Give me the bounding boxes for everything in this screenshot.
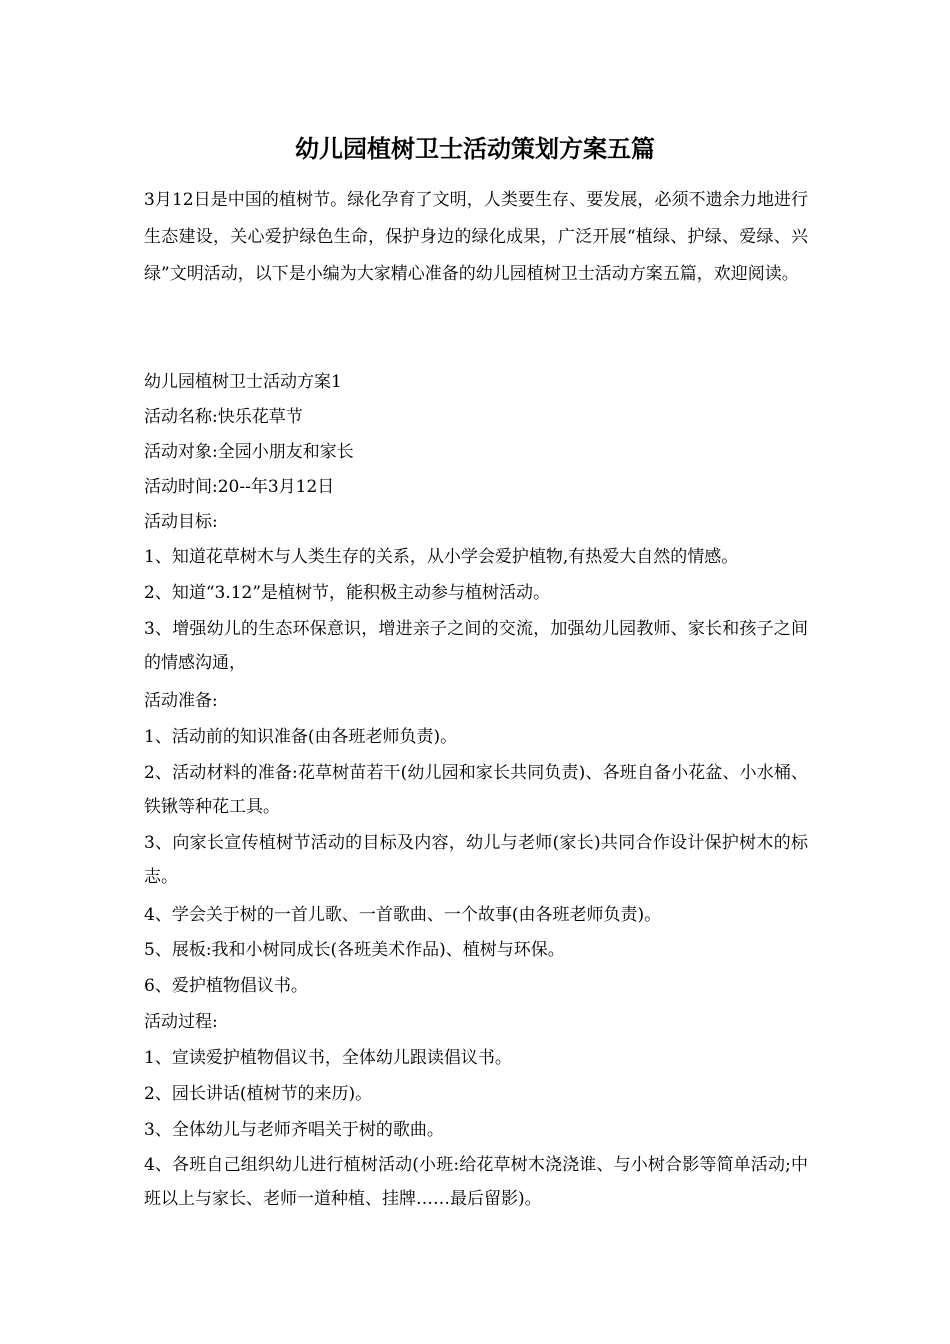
process-item: 2、园长讲话(植树节的来历)。 xyxy=(144,1084,373,1104)
prep-item: 2、活动材料的准备:花草树苗若干(幼儿园和家长共同负责)、各班自备小花盆、小水桶、铁锹等种花工具。 xyxy=(144,763,808,817)
prep-label: 活动准备: xyxy=(144,691,218,711)
goal-item: 2、知道“3.12”是植树节，能积极主动参与植树活动。 xyxy=(144,583,551,603)
prep-item: 1、活动前的知识准备(由各班老师负责)。 xyxy=(144,727,458,747)
process-label: 活动过程: xyxy=(144,1012,218,1032)
activity-name: 活动名称:快乐花草节 xyxy=(144,407,303,427)
prep-item: 6、爱护植物倡议书。 xyxy=(144,976,308,996)
activity-target: 活动对象:全园小朋友和家长 xyxy=(144,442,354,462)
intro-paragraph: 3月12日是中国的植树节。绿化孕育了文明，人类要生存、要发展，必须不遗余力地进行生态建设，关心爱护绿色生命，保护身边的绿化成果，广泛开展“植绿、护绿、爱绿、兴绿”文明活动，以下是小编为大家精心准备的幼儿园植树卫士活动方案五篇，欢迎阅读。 xyxy=(144,190,808,284)
plan-heading: 幼儿园植树卫士活动方案1 xyxy=(144,372,342,392)
goal-item: 3、增强幼儿的生态环保意识，增进亲子之间的交流，加强幼儿园教师、家长和孩子之间的情感沟通， xyxy=(144,619,808,673)
process-item: 1、宣读爱护植物倡议书，全体幼儿跟读倡议书。 xyxy=(144,1048,512,1068)
goal-item: 1、知道花草树木与人类生存的关系，从小学会爱护植物,有热爱大自然的情感。 xyxy=(144,547,739,567)
process-item: 3、全体幼儿与老师齐唱关于树的歌曲。 xyxy=(144,1120,444,1140)
prep-item: 5、展板:我和小树同成长(各班美术作品)、植树与环保。 xyxy=(144,940,565,960)
goals-label: 活动目标: xyxy=(144,512,218,532)
prep-item: 3、向家长宣传植树节活动的目标及内容，幼儿与老师(家长)共同合作设计保护树木的标志。 xyxy=(144,833,808,887)
process-item: 4、各班自己组织幼儿进行植树活动(小班:给花草树木浇浇谁、与小树合影等简单活动;中班以上与家长、老师一道种植、挂牌……最后留影)。 xyxy=(144,1155,808,1209)
activity-time: 活动时间:20--年3月12日 xyxy=(144,477,335,497)
prep-item: 4、学会关于树的一首儿歌、一首歌曲、一个故事(由各班老师负责)。 xyxy=(144,905,662,925)
document-title: 幼儿园植树卫士活动策划方案五篇 xyxy=(295,134,655,163)
